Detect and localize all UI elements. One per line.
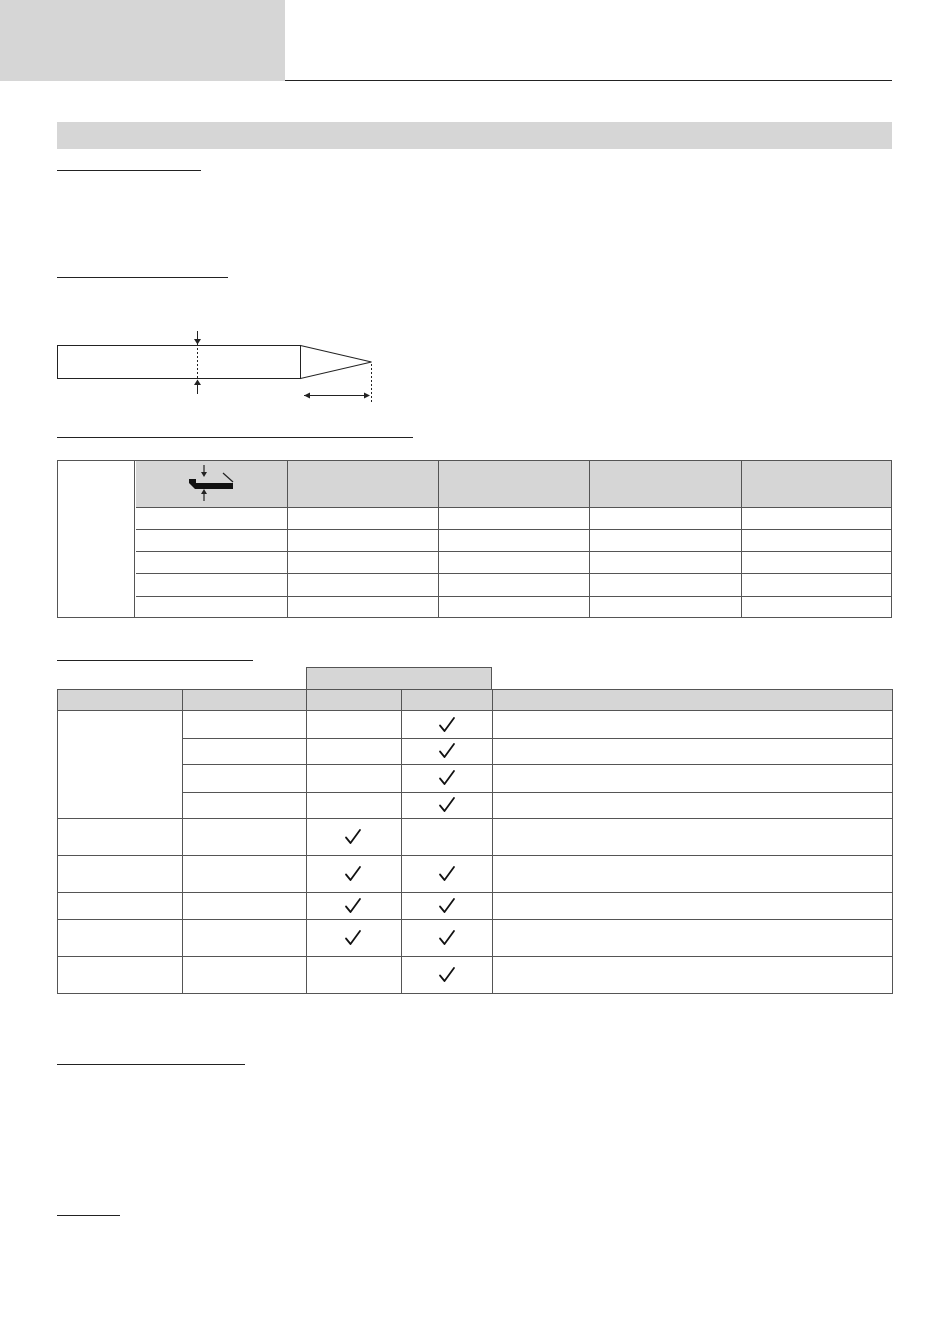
spec-header-divider <box>287 461 288 618</box>
check-row-divider <box>57 892 893 893</box>
subheading-1-underline <box>57 170 201 171</box>
checkmark-icon <box>438 929 458 949</box>
header-tab <box>0 0 285 81</box>
check-group-header <box>306 667 492 689</box>
electrode-tip-diagram <box>50 328 390 406</box>
checkmark-icon <box>438 742 458 762</box>
check-row-divider <box>182 764 893 765</box>
spec-row-divider <box>136 551 891 552</box>
spec-row-header <box>57 460 135 618</box>
spec-row-divider <box>136 529 891 530</box>
checkmark-icon <box>438 716 458 736</box>
spec-header-divider <box>741 461 742 618</box>
thickness-gauge-icon <box>186 463 236 503</box>
spec-row-divider <box>136 507 891 508</box>
check-row-divider <box>182 738 893 739</box>
check-row-divider <box>57 855 893 856</box>
spec-row-divider <box>136 573 891 574</box>
checkmark-icon <box>344 929 364 949</box>
subheading-5-underline <box>57 1064 245 1065</box>
check-col-divider <box>182 689 183 994</box>
spec-row-divider <box>136 596 891 597</box>
checkmark-icon <box>344 828 364 848</box>
checkmark-icon <box>438 966 458 986</box>
checkmark-icon <box>344 865 364 885</box>
header-rule <box>285 80 892 81</box>
section-title-bar <box>57 122 892 149</box>
checkmark-icon <box>438 796 458 816</box>
subheading-4-underline <box>57 660 253 661</box>
spec-header-row <box>136 461 891 507</box>
spec-header-divider <box>589 461 590 618</box>
subheading-3-underline <box>57 437 413 438</box>
checkmark-icon <box>438 769 458 789</box>
subheading-6-underline <box>57 1215 120 1216</box>
check-row-divider <box>182 792 893 793</box>
check-col-divider <box>306 689 307 994</box>
check-row-divider <box>57 818 893 819</box>
spec-header-divider <box>438 461 439 618</box>
subheading-2-underline <box>57 277 228 278</box>
checkmark-icon <box>438 897 458 917</box>
check-col-divider <box>401 689 402 994</box>
check-row-divider <box>57 919 893 920</box>
check-col-divider <box>492 689 493 994</box>
checkmark-icon <box>438 865 458 885</box>
check-row-divider <box>57 956 893 957</box>
checkmark-icon <box>344 897 364 917</box>
